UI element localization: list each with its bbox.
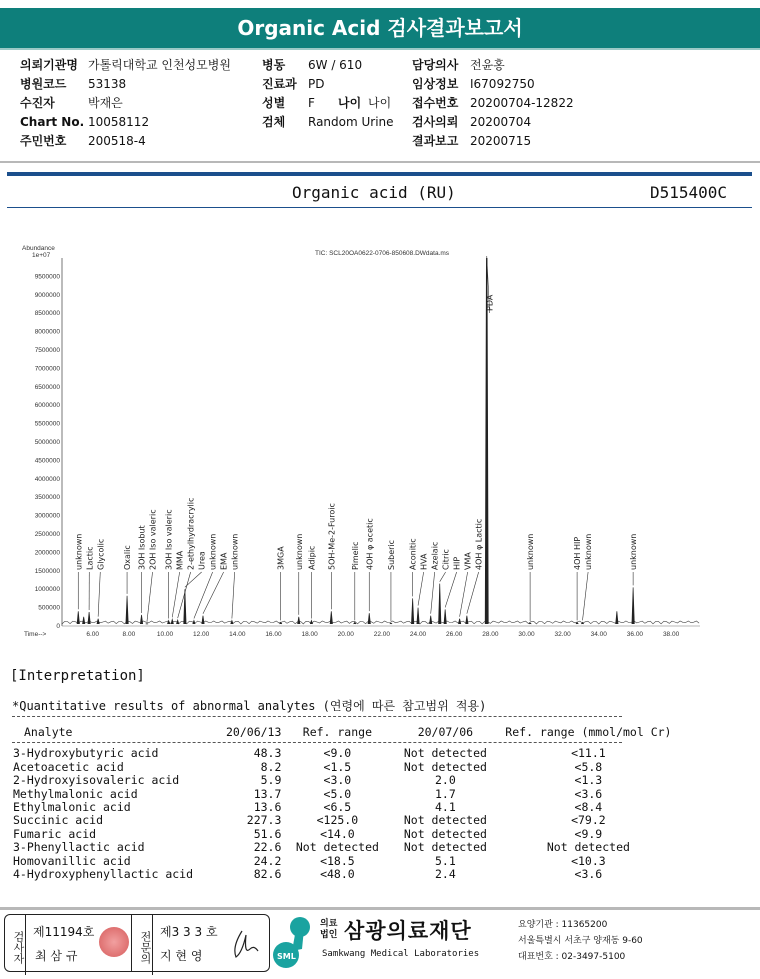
test-name: Organic acid (RU)	[292, 183, 456, 202]
x-tick-label: 32.00	[554, 631, 571, 638]
peak	[458, 619, 460, 624]
doctor: 전윤홍	[470, 58, 505, 72]
interpretation-heading: [Interpretation]	[10, 668, 145, 684]
x-tick-label: 26.00	[446, 631, 463, 638]
peak	[126, 596, 128, 624]
label: 접수번호	[412, 96, 459, 110]
chromatogram	[20, 240, 740, 640]
table-row	[10, 801, 676, 814]
table-cell: 24.2	[253, 853, 282, 868]
table-cell: 3-Hydroxybutyric acid	[13, 746, 159, 761]
table-cell: <11.1	[571, 746, 606, 761]
reviewer-no: 제3 3 3 호	[160, 925, 218, 939]
y-tick-label: 9500000	[34, 273, 60, 281]
table-cell: <48.0	[320, 867, 355, 882]
label: 진료과	[262, 77, 297, 91]
peak-arrow	[185, 572, 202, 587]
table-cell: <6.5	[323, 800, 352, 815]
peak-label: Suberic	[386, 539, 396, 570]
label: 검사의뢰	[412, 115, 459, 129]
peak-arrow	[147, 572, 153, 622]
y-tick-label: 1000000	[34, 586, 60, 594]
label: 나이	[338, 96, 362, 110]
table-cell: Fumaric acid	[13, 826, 97, 841]
y-tick-label: 2500000	[34, 531, 60, 538]
hospital-code: 53138	[88, 77, 127, 91]
peak-arrow	[460, 572, 468, 617]
label: 담당의사	[412, 58, 459, 72]
table-cell: <1.3	[574, 773, 603, 788]
tester-name: 최 삼 규	[35, 949, 78, 963]
table-cell: Not detected	[403, 759, 487, 774]
org-english: Samkwang Medical Laboratories	[322, 949, 480, 959]
peak-arrow	[445, 572, 456, 607]
test-code: D515400C	[650, 183, 728, 202]
peak-label: Urea	[197, 551, 207, 570]
table-cell: 22.6	[253, 840, 282, 855]
resident-no: 200518-4	[88, 134, 146, 148]
table-cell: 2.4	[435, 867, 456, 882]
peak-label: VMA	[463, 552, 473, 570]
x-tick-label: 30.00	[518, 631, 535, 638]
table-cell: <5.0	[323, 786, 352, 801]
org-address: 서울특별시 서초구 양재동 9-60	[518, 936, 643, 946]
y-tick-label: 500000	[38, 604, 60, 612]
y-tick-label: 5000000	[34, 439, 60, 446]
column-header: 20/06/13	[226, 725, 282, 739]
table-cell: 1.7	[435, 786, 456, 801]
peak	[417, 608, 419, 624]
chart-title: TIC: SCL20OA0622-0706-850608.DWdata.ms	[315, 250, 450, 257]
label: 병동	[262, 58, 286, 72]
peak	[632, 587, 634, 624]
table-cell: 8.2	[260, 759, 282, 774]
peak	[330, 611, 332, 624]
table-cell: <8.4	[574, 800, 603, 815]
peak-arrow	[431, 572, 435, 614]
table-cell: Not detected	[403, 746, 487, 761]
y-tick-label: 6500000	[34, 383, 60, 391]
table-cell: Succinic acid	[13, 813, 104, 828]
peak-label: Azelaic	[430, 541, 440, 570]
table-cell: Methylmalonic acid	[13, 786, 138, 801]
peak-label: unknown	[230, 533, 240, 570]
specimen: Random Urine	[308, 115, 394, 129]
x-tick-label: 22.00	[373, 631, 391, 638]
peak	[430, 616, 432, 624]
y-tick-label: 1500000	[34, 567, 60, 575]
peak-arrow	[418, 572, 424, 606]
peak	[231, 620, 233, 624]
peak-arrow	[440, 572, 446, 582]
ward: 6W / 610	[308, 58, 363, 72]
peak-arrow	[467, 572, 479, 614]
table-cell: 3-Phenyllactic acid	[13, 840, 145, 855]
peak-label: Citric	[441, 549, 451, 570]
column-header: Analyte	[24, 725, 73, 739]
table-cell: 5.9	[260, 773, 282, 788]
table-row	[10, 828, 676, 841]
table-cell: Not detected	[295, 840, 379, 855]
peak	[88, 612, 90, 624]
peak-label: unknown	[294, 533, 304, 570]
y-tick-label-zero: 0	[56, 623, 60, 630]
divider	[7, 207, 752, 208]
x-tick-label: 38.00	[662, 631, 680, 638]
peak-label: 4OH φ Lactic	[474, 518, 484, 570]
peak	[439, 584, 441, 624]
patient-info-col1	[20, 56, 231, 151]
table-cell: <9.0	[323, 746, 352, 761]
peak-label: Glycolic	[96, 538, 106, 570]
label: 임상정보	[412, 77, 459, 91]
peak-arrow	[232, 572, 235, 618]
column-header: Ref. range (mmol/mol Cr)	[505, 725, 672, 739]
reviewer-name: 지 현 영	[160, 949, 203, 963]
peak-arrow	[203, 572, 224, 614]
label: 결과보고	[412, 134, 459, 148]
seal-icon	[99, 927, 129, 957]
peak	[193, 620, 195, 624]
column-header: Ref. range	[302, 725, 373, 739]
peak	[171, 619, 173, 624]
peak-label: EMA	[219, 552, 229, 570]
table-row	[10, 841, 676, 854]
peak-label: 3MGA	[276, 546, 286, 570]
divider	[7, 172, 752, 176]
table-cell: Not detected	[403, 813, 487, 828]
y-tick-label: 4500000	[34, 457, 60, 465]
org-name: 삼광의료재단	[344, 919, 472, 943]
y-axis-label: Abundance	[22, 245, 55, 252]
peak-label: unknown	[584, 533, 594, 570]
column-header: 20/07/06	[417, 725, 474, 739]
peak	[529, 623, 531, 624]
x-tick-label: 36.00	[626, 631, 644, 638]
receipt-no: 20200704-12822	[470, 96, 574, 110]
peak	[202, 616, 204, 624]
footer	[0, 905, 760, 979]
x-tick-label: 6.00	[86, 631, 100, 638]
peak-label: HVA	[419, 553, 429, 570]
peak	[354, 622, 356, 624]
x-tick-label: 24.00	[409, 631, 427, 638]
peak-label: Lactic	[85, 546, 95, 570]
table-cell: <79.2	[571, 813, 606, 828]
table-cell: <3.6	[574, 786, 603, 801]
peak-label: unknown	[74, 533, 84, 570]
peak-label: Pimelic	[350, 541, 360, 570]
peak	[82, 617, 84, 624]
y-tick-label: 3500000	[34, 494, 60, 502]
table-cell: <3.6	[574, 867, 603, 882]
results-table	[10, 726, 676, 881]
peak	[97, 619, 99, 624]
age: 나이	[368, 96, 392, 110]
x-tick-label: 20.00	[337, 631, 354, 638]
table-cell: 82.6	[253, 867, 282, 882]
report-date: 20200715	[470, 134, 532, 148]
table-cell: <18.5	[320, 853, 355, 868]
peak-arrow	[583, 572, 589, 620]
peak-label: Aconitic	[408, 538, 418, 570]
peak-arrow	[194, 572, 213, 618]
table-row	[10, 761, 676, 774]
peak	[390, 623, 392, 624]
table-cell: 13.6	[253, 800, 282, 815]
peak-label: PDA	[485, 294, 495, 311]
patient-info-col2	[262, 56, 394, 132]
clinical-info: I67092750	[470, 77, 535, 91]
org-phone: 대표번호 : 02-3497-5100	[518, 952, 626, 962]
label: 의뢰기관명	[20, 58, 78, 72]
peak	[368, 613, 370, 624]
y-tick-label: 7500000	[34, 347, 60, 354]
table-row	[10, 855, 676, 868]
peak	[140, 615, 142, 624]
table-cell: 2-Hydroxyisovaleric acid	[13, 773, 180, 788]
peak-arrow	[98, 572, 100, 617]
divider	[0, 161, 760, 163]
tester-no: 제11194호	[33, 925, 95, 939]
y-tick-label: 7000000	[34, 365, 60, 373]
logo-text: SML	[277, 952, 296, 961]
peak	[411, 598, 413, 624]
x-tick-label: 14.00	[229, 631, 246, 638]
baseline-trace	[62, 621, 699, 624]
table-cell: <3.0	[323, 773, 352, 788]
peak-label: MMA	[175, 550, 185, 570]
signature-box	[4, 914, 270, 972]
tester-cell	[25, 915, 132, 971]
x-tick-label: 34.00	[590, 631, 607, 638]
peak-label: unknown	[629, 533, 639, 570]
patient-name: 박재은	[88, 96, 123, 110]
org-code: 요양기관 : 11365200	[518, 920, 608, 930]
report-title: Organic Acid 검사결과보고서	[0, 8, 760, 50]
table-cell: 13.7	[253, 786, 282, 801]
tester-label: 검사자	[5, 915, 26, 975]
table-cell: <1.5	[323, 759, 352, 774]
peak-label: 4OH φ acetic	[365, 518, 375, 570]
table-cell: Not detected	[546, 840, 630, 855]
sex: F	[308, 96, 315, 110]
x-tick-label: 18.00	[301, 631, 318, 638]
peak-label: Adipic	[307, 545, 317, 570]
table-cell: <9.9	[574, 826, 603, 841]
y-tick-label: 8000000	[34, 328, 60, 336]
table-cell: 48.3	[253, 746, 282, 761]
table-cell: <5.8	[574, 759, 603, 774]
table-row	[10, 747, 676, 760]
table-cell: Homovanillic acid	[13, 853, 131, 868]
table-cell: <125.0	[316, 813, 359, 828]
y-tick-label: 2000000	[34, 549, 60, 557]
label: Chart No.	[20, 115, 85, 129]
peak	[616, 611, 618, 624]
y-tick-label: 3000000	[34, 512, 60, 520]
peak-arrow	[172, 572, 179, 617]
peak	[298, 617, 300, 624]
signature-icon	[228, 927, 264, 961]
peak-label: unknown	[208, 533, 218, 570]
table-row	[10, 814, 676, 827]
x-tick-label: 10.00	[156, 631, 174, 638]
table-cell: 51.6	[253, 826, 282, 841]
peak	[176, 620, 178, 624]
org-prefix: 의료법인	[320, 919, 338, 940]
table-cell: 227.3	[246, 813, 282, 828]
y-tick-label: 5500000	[34, 420, 60, 428]
institution: 가톨릭대학교 인천성모병원	[88, 58, 231, 72]
department: PD	[308, 77, 325, 91]
peak-label: 5OH-Me-2-Furoic	[327, 503, 337, 570]
peak-label: unknown	[526, 533, 536, 570]
table-header	[10, 726, 676, 747]
y-tick-label: 4000000	[34, 475, 60, 483]
x-tick-label: 16.00	[265, 631, 282, 638]
interpretation-subtitle: *Quantitative results of abnormal analytes (연령에 따른 참고범위 적용)	[12, 699, 487, 713]
y-tick-label: 8500000	[34, 310, 60, 318]
peak-label: 4OH HIP	[573, 536, 583, 570]
peak	[466, 616, 468, 624]
table-row	[10, 774, 676, 787]
peak	[486, 258, 488, 624]
peak	[77, 611, 79, 624]
peak	[444, 609, 446, 624]
table-cell: 5.1	[435, 853, 456, 868]
label: 수진자	[20, 96, 55, 110]
table-cell: 4.1	[435, 800, 456, 815]
table-cell: Not detected	[403, 826, 487, 841]
peak-label: 3OH Isobut	[137, 525, 147, 570]
peak-label: 2-ethylhydracrylic	[186, 497, 196, 570]
x-tick-label: 28.00	[482, 631, 499, 638]
x-axis-label: Time-->	[24, 631, 47, 638]
table-cell: <14.0	[320, 826, 355, 841]
table-cell: <10.3	[571, 853, 606, 868]
table-cell: Acetoacetic acid	[13, 759, 124, 774]
peak-label: Oxalic	[123, 545, 133, 570]
peak-label: 3OH Iso valeric	[164, 509, 174, 570]
x-tick-label: 12.00	[193, 631, 210, 638]
peak-label: 2OH Iso valeric	[148, 509, 158, 570]
peak	[310, 620, 312, 624]
label: 주민번호	[20, 134, 67, 148]
y-tick-label: 9000000	[34, 291, 60, 299]
chart-no: 10058112	[88, 115, 150, 129]
table-cell: 2.0	[435, 773, 456, 788]
y-scale-label: 1e+07	[32, 252, 51, 259]
reviewer-label: 전문의	[132, 915, 153, 975]
table-row	[10, 868, 676, 881]
reviewer-cell	[152, 915, 268, 971]
x-tick-label: 8.00	[122, 631, 136, 638]
sml-logo-icon	[272, 915, 318, 971]
label: 검체	[262, 115, 286, 129]
table-cell: Ethylmalonic acid	[13, 800, 131, 815]
request-date: 20200704	[470, 115, 532, 129]
peak-label: HIP	[452, 556, 462, 570]
table-cell: Not detected	[403, 840, 487, 855]
patient-info-col3	[412, 56, 574, 151]
divider	[12, 716, 622, 717]
y-tick-label: 6000000	[34, 402, 60, 410]
label: 병원코드	[20, 77, 67, 91]
label: 성별	[262, 96, 286, 110]
table-row	[10, 788, 676, 801]
table-cell: 4-Hydroxyphenyllactic acid	[13, 867, 194, 882]
